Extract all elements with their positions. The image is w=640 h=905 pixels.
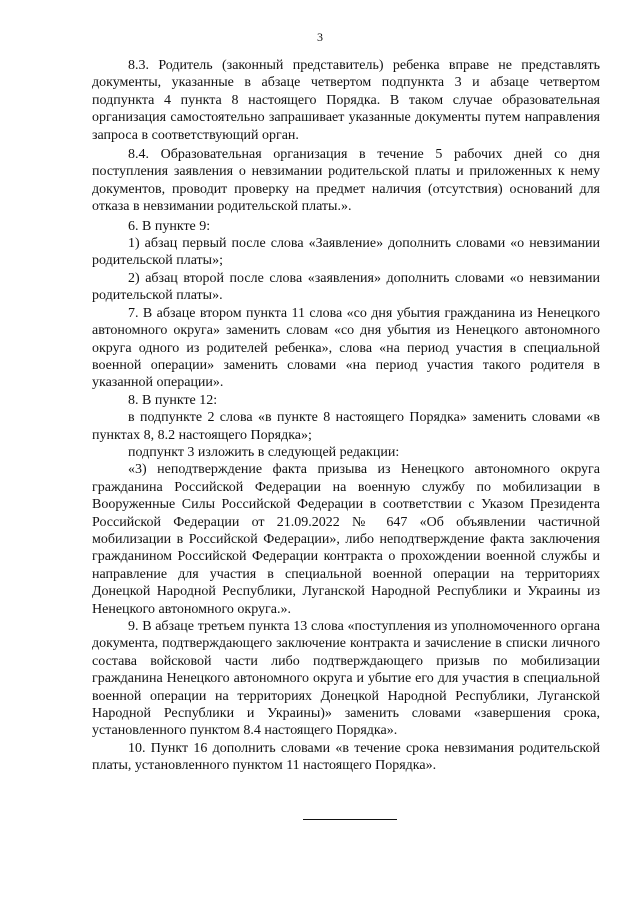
- paragraph-item-10: 10. Пункт 16 дополнить словами «в течение срока невзимания родительской платы, установленного пунктом 11 настоящего Порядка».: [92, 740, 600, 774]
- paragraph-item-8-sub3-text: «3) неподтверждение факта призыва из Ненецкого автономного округа гражданина Российской Федерации на военную службу по мобилизации в Вооруженные Силы Российской Федерации в соответствии с Указом Президента Российской Федерации от 21.09.2022 № 647 «Об объявлении частичной мобилизации в Российской Федерации», либо неподтверждение факта заключения гражданином Российской Федерации контракта о прохождении военной службы и направление для участия в специальной военной операции на территориях Донецкой Народной Республики, Луганской Народной Республики и Украины из Ненецкого автономного округа.».: [92, 462, 600, 617]
- paragraph-8-4: 8.4. Образовательная организация в течение 5 рабочих дней со дня поступления заявления о невзимании родительской платы и приложенных к нему документов, проводит проверку на предмет наличия (отсутствия) оснований для отказа в невзимании родительской платы.».: [92, 147, 600, 215]
- paragraph-item-6: 6. В пункте 9:: [128, 218, 211, 234]
- page-number: 3: [317, 30, 323, 44]
- paragraph-item-7: 7. В абзаце втором пункта 11 слова «со дня убытия гражданина из Ненецкого автономного округа» заменить словам «со дня убытия из Ненецкого автономного округа одного из родителей ребенка», слова «на период участия в специальной военной операции» заменить словами «на период участия такого родителя в указанной операции».: [92, 305, 600, 391]
- paragraph-item-6-1: 1) абзац первый после слова «Заявление» дополнить словами «о невзимании родительской платы»;: [92, 236, 600, 269]
- paragraph-8-3: 8.3. Родитель (законный представитель) ребенка вправе не представлять документы, указанные в абзаце четвертом подпункта 3 и абзаце четвертом подпункта 4 пункта 8 настоящего Порядка. В таком случае образовательная организация самостоятельно запрашивает указанные документы путем направления запроса в соответствующий орган.: [92, 58, 600, 143]
- document-body: [92, 57, 600, 775]
- paragraph-item-9: 9. В абзаце третьем пункта 13 слова «поступления из уполномоченного органа документа, подтверждающего заключение контракта и зачисление в списки личного состава войсковой части либо подтверждающего призыв по мобилизации гражданина Ненецкого автономного округа и убытие его для участия в специальной военной операции на территориях Донецкой Народной Республики, Луганской Народной Республики и Украины)» заменить словами «завершения срока, установленного пунктом 8.4 настоящего Порядка».: [92, 619, 600, 739]
- paragraph-item-8-sub3: подпункт 3 изложить в следующей редакции:: [128, 444, 400, 460]
- paragraph-item-6-2: 2) абзац второй после слова «заявления» дополнить словами «о невзимании родительской платы».: [92, 270, 600, 304]
- paragraph-item-8-sub2: в подпункте 2 слова «в пункте 8 настоящего Порядка» заменить словами «в пунктах 8, 8.2 настоящего Порядка»;: [92, 410, 600, 443]
- closing-rule: [303, 819, 397, 820]
- paragraph-item-8: 8. В пункте 12:: [128, 392, 218, 408]
